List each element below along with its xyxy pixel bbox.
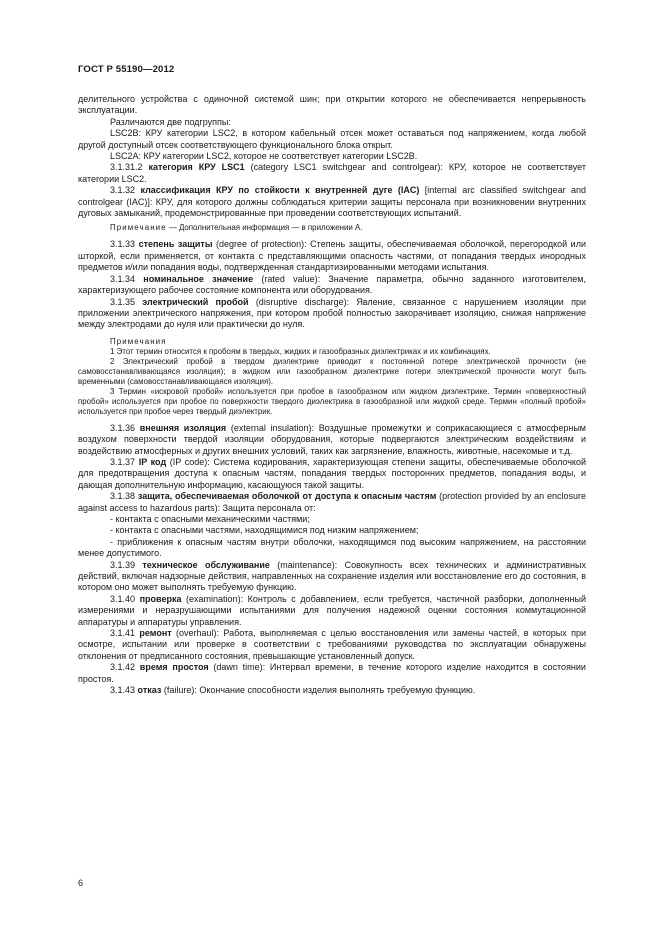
term-3-1-41: 3.1.41 ремонт (overhaul): Работа, выполняемая с целью восстановления или замены частей, в которых при осмотре, испытании или проверке в соответствии с требованиями руководства по эксплуатации обнаружены отклонения от предписанного состояния, превышающие установленный допуск. bbox=[78, 628, 586, 661]
paragraph: LSC2A: КРУ категории LSC2, которое не соответствует категории LSC2B. bbox=[110, 151, 418, 162]
term-3-1-34: 3.1.34 номинальное значение (rated value): Значение параметра, обычно заданного изготовителем, характеризующего рабочее состояние компонента или оборудования. bbox=[78, 273, 586, 296]
document-body bbox=[78, 94, 586, 696]
list-item: - контакта с опасными частями, находящимися под низким напряжением; bbox=[110, 525, 419, 536]
term-3-1-39: 3.1.39 техническое обслуживание (maintenance): Совокупность всех технических и административных действий, включая надзорные действия, направленных на сохранение изделия или восстановление его до состояния, в котором оно может выполнять требуемую функцию. bbox=[78, 559, 586, 593]
term-3-1-35: 3.1.35 электрический пробой (disruptive discharge): Явление, связанное с нарушением изоляции при приложении электрического напряжения, при котором пробой полностью закорачивает изоляцию, снижая напряжение между электродами до нуля или практически до нуля. bbox=[78, 296, 586, 330]
term-title: номинальное значение bbox=[143, 273, 254, 284]
term-3-1-31-2: 3.1.31.2 категория КРУ LSC1 (category LSC1 switchgear and controlgear): КРУ, которое не соответствует категории LSC2. bbox=[78, 162, 586, 184]
note-item: 3 Термин «искровой пробой» используется при пробое в газообразном или жидком диэлектрике. Термин «поверхностный пробой» используется при пробое по поверхности твердого диэлектрика в газообразной или жидкой среде. Термин «полный пробой» используется при пробое через твердый диэлектрик. bbox=[78, 386, 586, 416]
term-title: внешняя изоляция bbox=[139, 422, 227, 433]
term-3-1-33: 3.1.33 степень защиты (degree of protection): Степень защиты, обеспечиваемая оболочкой, перегородкой или шторкой, если применяется, от контакта с представляющими опасность частями, от попадания твердых инородных предметов и/или попадания воды, подтвержденная стандартизированными методами испытания. bbox=[78, 239, 586, 273]
term-title: категория КРУ LSC1 bbox=[148, 162, 245, 173]
term-title: защита, обеспечиваемая оболочкой от доступа к опасным частям bbox=[137, 491, 437, 502]
list-item: - приближения к опасным частям внутри оболочки, находящимся под высоким напряжением, на расстоянии менее допустимого. bbox=[78, 536, 586, 559]
list-item: - контакта с опасными механическими частями; bbox=[110, 513, 310, 524]
term-title: ремонт bbox=[139, 628, 172, 639]
term-title: техническое обслуживание bbox=[142, 559, 270, 570]
note-item: 1 Этот термин относится к пробоям в твердых, жидких и газообразных диэлектриках и их комбинациях. bbox=[110, 346, 491, 356]
term-title: электрический пробой bbox=[142, 296, 249, 307]
note: Примечание — Дополнительная информация — в приложении А. bbox=[110, 223, 363, 233]
term-3-1-37: 3.1.37 IP код (IP code): Система кодирования, характеризующая степени защиты, обеспечиваемые оболочкой для предотвращения доступа к опасным частям, попадания твердых посторонних предметов, попадания воды, и дающая дополнительную информацию, касающуюся такой защиты. bbox=[78, 456, 586, 490]
term-3-1-36: 3.1.36 внешняя изоляция (external insulation): Воздушные промежутки и соприкасающиеся с атмосферным воздухом поверхности твердой изоляции оборудования, которые подвергаются электрическим воздействиям и воздействию атмосферных и других внешних условий, таких как загрязнение, влажность, животные, насекомые и т.д. bbox=[78, 422, 586, 456]
paragraph: Различаются две подгруппы: bbox=[110, 116, 231, 127]
paragraph: LSC2B: КРУ категории LSC2, в котором кабельный отсек может оставаться под напряжением, когда любой другой доступный отсек соответствующего функционального блока открыт. bbox=[78, 128, 586, 150]
notes-heading: Примечания bbox=[110, 336, 167, 346]
term-3-1-43: 3.1.43 отказ (failure): Окончание способности изделия выполнять требуемую функцию. bbox=[110, 685, 476, 696]
term-3-1-40: 3.1.40 проверка (examination): Контроль с добавлением, если требуется, частичной разборки, дополненный измерениями и неразрушающими испытаниями для получения надежной оценки состояния коммутационной аппаратуры и аппаратуры управления. bbox=[78, 593, 586, 627]
term-title: классификация КРУ по стойкости к внутренней дуге (IAC) bbox=[140, 185, 420, 196]
document-code: ГОСТ Р 55190—2012 bbox=[78, 64, 175, 75]
term-title: проверка bbox=[139, 593, 182, 604]
term-3-1-32: 3.1.32 классификация КРУ по стойкости к внутренней дуге (IAC) [internal arc classified switchgear and controlgear (IAC)]: КРУ, для которого должны соблюдаться критерии защиты персонала при возникновении внутренних дуговых замыканий, продемонстрированные при проведении соответствующих испытаний. bbox=[78, 185, 586, 219]
term-3-1-42: 3.1.42 время простоя (dawn time): Интервал времени, в течение которого изделие находится в состоянии простоя. bbox=[78, 662, 586, 684]
term-title: отказ bbox=[137, 685, 162, 696]
term-title: IP код bbox=[138, 456, 167, 467]
term-3-1-38: 3.1.38 защита, обеспечиваемая оболочкой от доступа к опасным частям (protection provided by an enclosure against access to hazardous parts): Защита персонала от: bbox=[78, 491, 586, 513]
paragraph: делительного устройства с одиночной системой шин; при открытии которого не обеспечивается непрерывность эксплуатации. bbox=[78, 94, 586, 116]
term-title: степень защиты bbox=[138, 239, 213, 250]
note-item: 2 Электрический пробой в твердом диэлектрике приводит к постоянной потере электрической прочности (не самовосстанавливающаяся изоляция); в жидком или газообразном диэлектрике потери электрической прочности могут быть временными (самовосстанавливающаяся изоляция). bbox=[78, 356, 586, 386]
page-number: 6 bbox=[78, 878, 84, 888]
term-title: время простоя bbox=[139, 662, 209, 673]
